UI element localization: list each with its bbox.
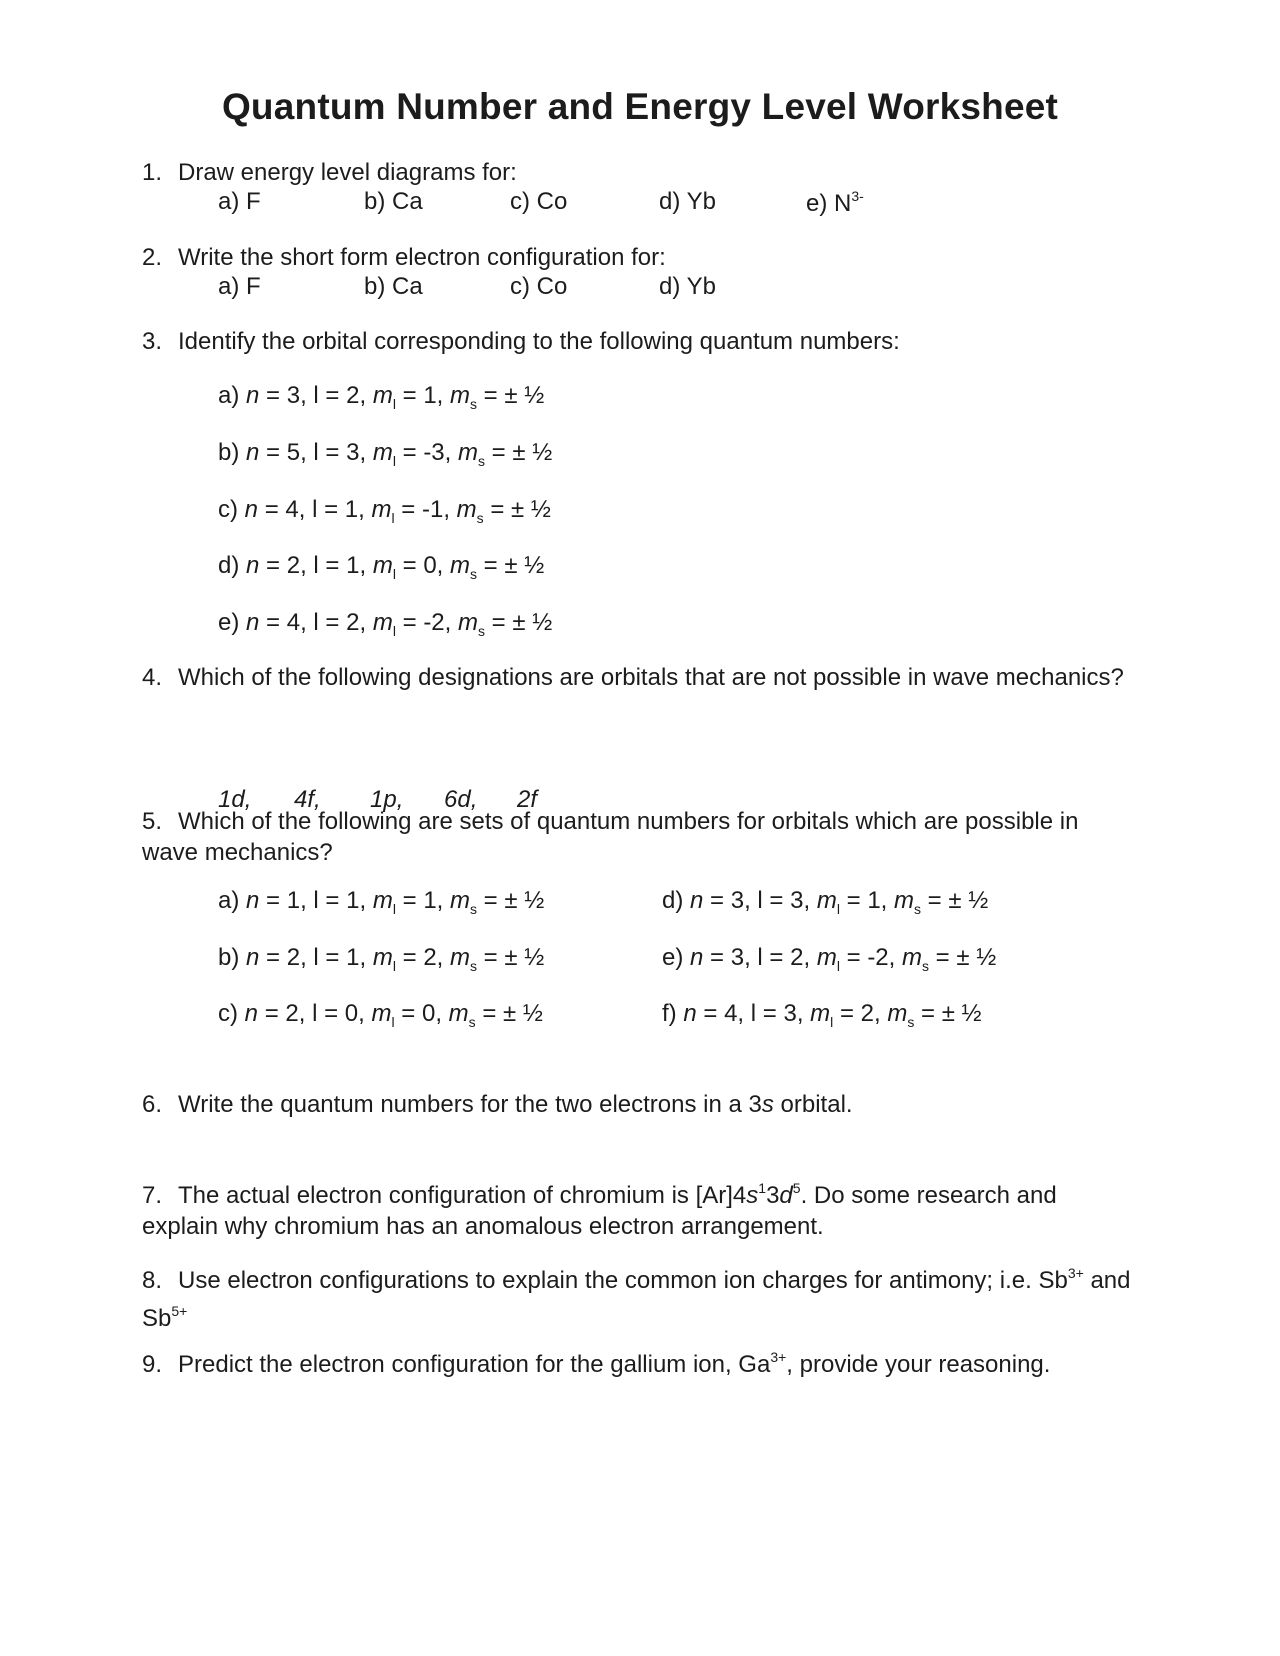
ion-charge: 3- [851,188,864,204]
q1-option-e [806,188,864,218]
q1-option-b: b) Ca [364,188,423,215]
question-8 [142,1258,1132,1334]
question-text [142,1267,1131,1332]
electron-count: 5 [792,1180,801,1196]
question-9 [142,1342,1132,1380]
q2-option-a: a) F [218,273,261,300]
question-7 [142,1173,1132,1242]
quantum-number-set: c) n = 4, l = 1, $m_l = -1$, $m_s$ = ± ½ [218,496,551,526]
question-text: Write the short form electron configuration for: [178,244,666,271]
orbital-designation: 4f, [294,786,321,813]
text-segment: orbital. [773,1091,853,1118]
ml-value: 1 [867,887,881,914]
question-text: Draw energy level diagrams for: [178,159,517,186]
question-number: 2. [142,244,163,271]
question-text: Which of the following are sets of quantum numbers for orbitals which are possible in wave mechanics? [142,808,1079,866]
text-segment: 3 [766,1182,780,1209]
orbital-designation: 6d, [444,786,478,813]
n-value: 5 [286,439,301,466]
l-value: 1 [344,496,359,523]
q1-option-a: a) F [218,188,261,215]
option-label: e) N [806,190,852,217]
item-label: c) [218,496,238,523]
orbital-designation: 2f [517,786,538,813]
quantum-number-set: b) n = 2, l = 1, $m_l = 2$, $m_s$ = ± ½ [218,944,545,974]
l-value: 2 [346,382,360,409]
ion-charge: 3+ [770,1349,787,1365]
quantum-number-set: e) n = 4, l = 2, $m_l = -2$, $m_s$ = ± ½ [218,609,553,639]
orbital-letter: s [746,1182,759,1209]
question-text [178,1351,1050,1378]
ion-charge: 5+ [171,1303,188,1319]
ml-value: -1 [421,496,444,523]
item-label: a) [218,887,240,914]
orbital-designation: 1d, [218,786,252,813]
n-value: 4 [286,609,301,636]
n-value: 4 [724,1000,738,1027]
electron-count: 1 [758,1180,767,1196]
quantum-number-set: d) n = 3, l = 3, $m_l = 1$, $m_s$ = ± ½ [662,887,989,917]
orbital-letter: d [779,1182,793,1209]
question-number: 3. [142,328,163,355]
quantum-number-set: a) n = 3, l = 2, $m_l = 1$, $m_s$ = ± ½ [218,382,545,412]
l-value: 0 [344,1000,359,1027]
question-text: Which of the following designations are orbitals that are not possible in wave mechanics? [178,664,1124,691]
l-value: 1 [346,552,360,579]
text-segment: , provide your reasoning. [786,1351,1051,1378]
q2-option-b: b) Ca [364,273,423,300]
item-label: c) [218,1000,238,1027]
item-label: f) [662,1000,677,1027]
ml-value: -3 [423,439,445,466]
ml-value: 0 [423,552,437,579]
l-value: 3 [790,887,804,914]
text-segment: Use electron configurations to explain the common ion charges for antimony; i.e. Sb [178,1267,1068,1294]
question-1 [142,157,1132,188]
item-label: e) [218,609,240,636]
question-text: Identify the orbital corresponding to the following quantum numbers: [178,328,900,355]
ms-value: ± ½ [503,1000,543,1027]
question-number: 9. [142,1351,163,1378]
item-label: b) [218,439,240,466]
question-6 [142,1089,1132,1120]
q1-option-d: d) Yb [659,188,716,215]
page-title: Quantum Number and Energy Level Worksheet [221,86,1059,127]
n-value: 2 [286,944,301,971]
n-value: 2 [286,552,301,579]
ml-value: 1 [423,382,437,409]
question-number: 1. [142,159,163,186]
text-segment: The actual electron configuration of chromium is [Ar]4 [178,1182,747,1209]
quantum-number-set: a) n = 1, l = 1, $m_l = 1$, $m_s$ = ± ½ [218,887,545,917]
l-value: 1 [346,887,360,914]
ms-value: ± ½ [504,887,545,914]
ms-value: ± ½ [512,439,553,466]
q2-option-d: d) Yb [659,273,716,300]
quantum-number-set: c) n = 2, l = 0, $m_l = 0$, $m_s$ = ± ½ [218,1000,543,1030]
ms-value: ± ½ [956,944,997,971]
ml-value: 2 [860,1000,874,1027]
n-value: 4 [285,496,299,523]
item-label: e) [662,944,684,971]
l-value: 3 [346,439,360,466]
question-number: 7. [142,1182,163,1209]
l-value: 2 [346,609,360,636]
ms-value: ± ½ [504,552,545,579]
n-value: 1 [286,887,301,914]
n-value: 3 [730,944,745,971]
ms-value: ± ½ [511,496,551,523]
quantum-number-set: f) n = 4, l = 3, $m_l = 2$, $m_s$ = ± ½ [662,1000,982,1030]
item-label: b) [218,944,240,971]
quantum-number-set: b) n = 5, l = 3, $m_l = -3$, $m_s$ = ± ½ [218,439,553,469]
question-4 [142,662,1132,693]
q2-option-c: c) Co [510,273,568,300]
question-number: 4. [142,664,163,691]
question-number: 8. [142,1267,163,1294]
quantum-number-set: e) n = 3, l = 2, $m_l = -2$, $m_s$ = ± ½ [662,944,997,974]
ml-value: -2 [867,944,889,971]
question-text [178,1091,853,1118]
n-value: 2 [285,1000,299,1027]
ion-charge: 3+ [1067,1265,1084,1281]
ml-value: 1 [423,887,437,914]
item-label: d) [662,887,684,914]
q1-option-c: c) Co [510,188,568,215]
l-value: 2 [790,944,804,971]
question-text [142,1182,1057,1240]
ms-value: ± ½ [941,1000,982,1027]
question-number: 6. [142,1091,163,1118]
ms-value: ± ½ [512,609,553,636]
item-label: a) [218,382,240,409]
ml-value: 0 [421,1000,436,1027]
text-segment: . Do some research and explain why chromium has an anomalous electron arrangement. [142,1182,1057,1240]
n-value: 3 [286,382,301,409]
l-value: 3 [783,1000,797,1027]
quantum-number-set: d) n = 2, l = 1, $m_l = 0$, $m_s$ = ± ½ [218,552,545,582]
orbital-designation: 1p, [370,786,404,813]
question-3 [142,326,1132,357]
text-segment: and Sb [142,1267,1131,1332]
orbital-letter: s [761,1091,774,1118]
ml-value: 2 [423,944,437,971]
ms-value: ± ½ [948,887,989,914]
ms-value: ± ½ [504,382,545,409]
text-segment: Write the quantum numbers for the two electrons in a 3 [178,1091,762,1118]
l-value: 1 [346,944,360,971]
question-number: 5. [142,808,163,835]
item-label: d) [218,552,240,579]
ms-value: ± ½ [504,944,545,971]
ml-value: -2 [423,609,445,636]
question-2 [142,242,1132,273]
n-value: 3 [730,887,745,914]
question-5 [142,806,1132,868]
text-segment: Predict the electron configuration for the gallium ion, Ga [178,1351,771,1378]
